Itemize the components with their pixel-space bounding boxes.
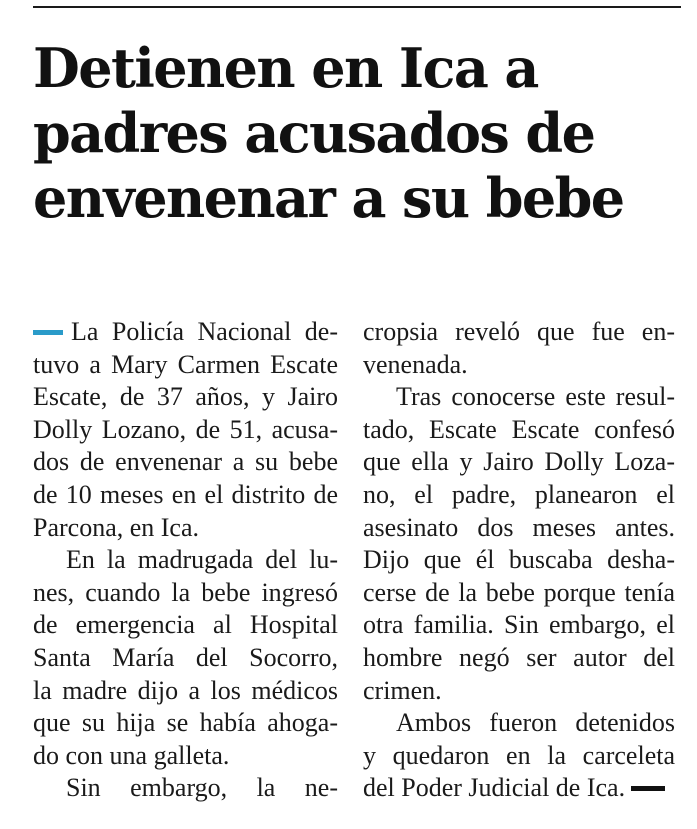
text-line [363,772,675,805]
text-line: tado, Escate Escate confesó [363,414,675,444]
text-line: Parcona, en Ica. [33,512,200,542]
text-line: la madre dijo a los médicos [33,675,338,705]
headline-line: Detienen en Ica a [33,36,538,100]
text-line: Santa María del Socorro, [33,642,338,672]
text-line: Dijo que él buscaba desha- [363,545,675,575]
article-end-mark [631,786,665,791]
article-column-right [363,316,675,805]
text-line [33,316,338,349]
text-line: que ella y Jairo Dolly Loza- [363,447,675,477]
text-line: cropsia reveló que fue en- [363,317,675,346]
text-line-content: del Poder Judicial de Ica. [363,773,626,803]
article-column-left [33,316,338,805]
text-line: cerse de la bebe porque tenía [363,577,675,607]
text-line: dos de envenenar a su bebe [33,447,338,477]
text-line: hombre negó ser autor del [363,642,675,672]
text-line: Ambos fueron detenidos [396,708,675,738]
text-line: Sin embargo, la ne- [66,773,338,803]
text-line: crimen. [363,675,442,705]
text-line: y quedaron en la carceleta [363,740,675,770]
text-line: asesinato dos meses antes. [363,512,675,542]
text-line: Escate, de 37 años, y Jairo [33,382,338,412]
headline-line: padres acusados de [33,101,595,165]
text-line: tuvo a Mary Carmen Escate [33,349,338,379]
headline [33,36,683,231]
text-line: de 10 meses en el distrito de [33,479,338,509]
text-line: En la madrugada del lu- [66,545,338,575]
text-line: otra familia. Sin embargo, el [363,610,675,640]
text-line: Tras conocerse este resul- [396,382,675,412]
headline-line: envenenar a su bebe [33,166,624,230]
text-line: do con una galleta. [33,740,230,770]
text-line: que su hija se había ahoga- [33,708,338,738]
section-accent-bar [33,330,63,335]
text-line: de emergencia al Hospital [33,610,338,640]
text-line: no, el padre, planearon el [363,479,675,509]
text-line: venenada. [363,349,468,379]
text-line: nes, cuando la bebe ingresó [33,577,338,607]
text-line: Dolly Lozano, de 51, acusa- [33,414,338,444]
text-line-content: La Policía Nacional de- [71,317,338,346]
top-rule [33,6,681,8]
